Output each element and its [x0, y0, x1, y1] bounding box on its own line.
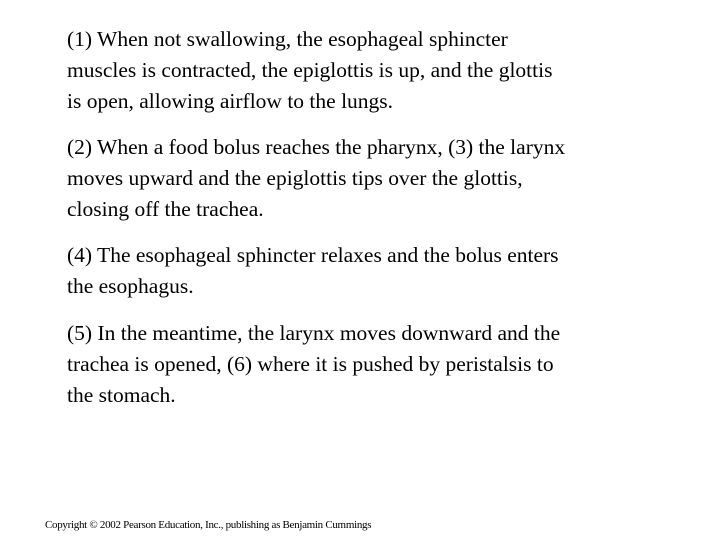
- text-line: the stomach.: [67, 383, 176, 407]
- text-line: (4) The esophageal sphincter relaxes and the bolus enters: [67, 243, 559, 267]
- text-line: (5) In the meantime, the larynx moves downward and the: [67, 321, 561, 345]
- paragraph-step-1: [67, 24, 720, 117]
- text-line: closing off the trachea.: [67, 197, 264, 221]
- text-line: trachea is opened, (6) where it is pushed by peristalsis to: [67, 352, 554, 376]
- text-line: the esophagus.: [67, 274, 194, 298]
- text-line: (2) When a food bolus reaches the pharynx, (3) the larynx: [67, 135, 566, 159]
- text-line: (1) When not swallowing, the esophageal sphincter: [67, 27, 508, 51]
- text-line: is open, allowing airflow to the lungs.: [67, 89, 394, 113]
- paragraph-steps-5-6: [67, 318, 720, 411]
- text-line: moves upward and the epiglottis tips over the glottis,: [67, 166, 523, 190]
- paragraph-step-4: [67, 240, 720, 302]
- copyright-notice: Copyright © 2002 Pearson Education, Inc., publishing as Benjamin Cummings: [45, 519, 372, 531]
- text-line: muscles is contracted, the epiglottis is up, and the glottis: [67, 58, 553, 82]
- paragraph-steps-2-3: [67, 132, 720, 225]
